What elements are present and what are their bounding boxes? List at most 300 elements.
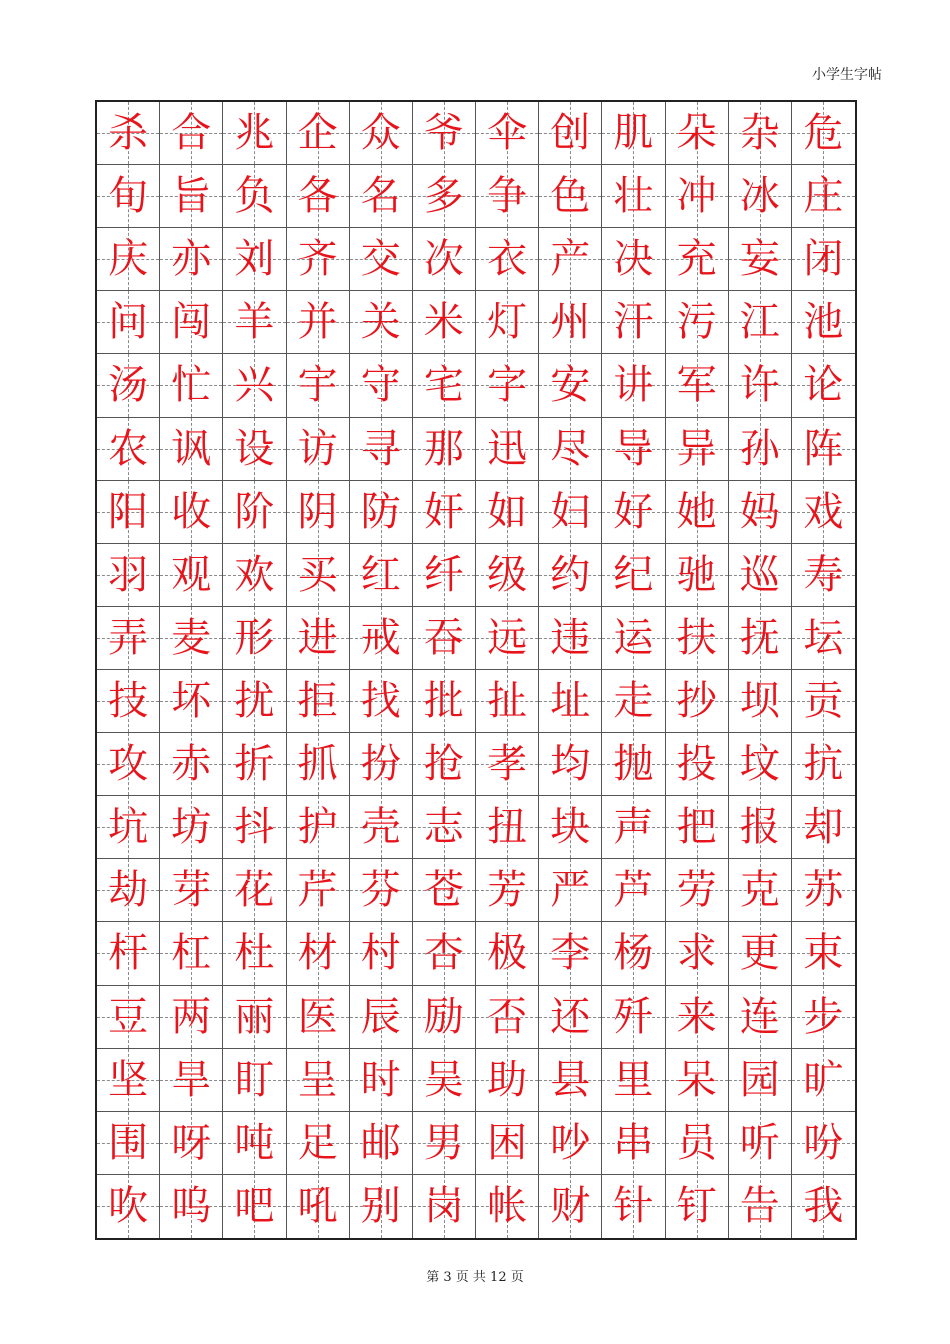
grid-cell: [97, 418, 160, 481]
practice-character: 盯: [234, 1056, 275, 1103]
grid-cell: [792, 354, 855, 417]
grid-cell: [539, 796, 602, 859]
grid-cell: [476, 922, 539, 985]
practice-character: 困: [487, 1119, 528, 1166]
practice-character: 阴: [297, 488, 338, 535]
practice-character: 观: [171, 551, 212, 598]
grid-cell: [413, 1049, 476, 1112]
grid-cell: [729, 1112, 792, 1175]
practice-character: 连: [739, 993, 780, 1040]
practice-character: 兴: [234, 362, 275, 409]
practice-character: 级: [487, 551, 528, 598]
practice-character: 访: [297, 425, 338, 472]
grid-cell: [160, 481, 223, 544]
grid-cell: [792, 607, 855, 670]
practice-character: 走: [613, 678, 654, 725]
grid-cell: [413, 1112, 476, 1175]
practice-character: 导: [613, 425, 654, 472]
grid-cell: [413, 607, 476, 670]
grid-cell: [539, 986, 602, 1049]
practice-character: 爷: [423, 110, 464, 157]
grid-cell: [160, 986, 223, 1049]
grid-cell: [602, 544, 665, 607]
practice-character: 芽: [171, 867, 212, 914]
practice-character: 多: [423, 173, 464, 220]
grid-cell: [666, 481, 729, 544]
practice-character: 齐: [297, 236, 338, 283]
practice-character: 设: [234, 425, 275, 472]
grid-cell: [223, 102, 286, 165]
grid-cell: [413, 481, 476, 544]
practice-character: 宅: [423, 362, 464, 409]
grid-cell: [413, 354, 476, 417]
practice-character: 折: [234, 741, 275, 788]
practice-character: 并: [297, 299, 338, 346]
page-header-title: 小学生字帖: [812, 67, 882, 83]
practice-character: 争: [487, 173, 528, 220]
grid-cell: [97, 291, 160, 354]
grid-cell: [792, 102, 855, 165]
practice-character: 拒: [297, 678, 338, 725]
practice-character: 寿: [803, 551, 844, 598]
practice-character: 冰: [739, 173, 780, 220]
grid-cell: [223, 796, 286, 859]
practice-character: 忙: [171, 362, 212, 409]
grid-cell: [729, 733, 792, 796]
grid-cell: [223, 354, 286, 417]
practice-character: 把: [676, 804, 717, 851]
practice-character: 块: [550, 804, 591, 851]
page-number-footer: 第 3 页 共 12 页: [426, 1270, 524, 1285]
practice-character: 闭: [803, 236, 844, 283]
practice-character: 冲: [676, 173, 717, 220]
practice-character: 声: [613, 804, 654, 851]
practice-character: 豆: [108, 993, 149, 1040]
practice-character: 束: [803, 930, 844, 977]
grid-cell: [729, 796, 792, 859]
grid-cell: [539, 544, 602, 607]
practice-character: 求: [676, 930, 717, 977]
grid-cell: [413, 291, 476, 354]
grid-cell: [666, 859, 729, 922]
grid-cell: [666, 102, 729, 165]
grid-cell: [729, 228, 792, 291]
grid-cell: [97, 1175, 160, 1238]
grid-cell: [287, 922, 350, 985]
grid-cell: [413, 670, 476, 733]
grid-cell: [350, 986, 413, 1049]
grid-cell: [350, 1112, 413, 1175]
practice-character: 杠: [171, 930, 212, 977]
practice-character: 坏: [171, 678, 212, 725]
grid-cell: [666, 986, 729, 1049]
grid-cell: [666, 1175, 729, 1238]
grid-cell: [792, 291, 855, 354]
grid-cell: [160, 291, 223, 354]
grid-cell: [413, 859, 476, 922]
grid-cell: [792, 986, 855, 1049]
practice-character: 刘: [234, 236, 275, 283]
practice-character: 约: [550, 551, 591, 598]
practice-character: 讽: [171, 425, 212, 472]
practice-character: 址: [550, 678, 591, 725]
practice-character: 违: [550, 614, 591, 661]
grid-cell: [160, 1112, 223, 1175]
grid-cell: [97, 859, 160, 922]
grid-cell: [350, 544, 413, 607]
practice-character: 吨: [234, 1119, 275, 1166]
grid-cell: [350, 418, 413, 481]
practice-character: 抛: [613, 741, 654, 788]
grid-cell: [160, 733, 223, 796]
grid-cell: [476, 228, 539, 291]
practice-character: 投: [676, 741, 717, 788]
grid-cell: [287, 228, 350, 291]
grid-cell: [413, 165, 476, 228]
grid-cell: [160, 228, 223, 291]
grid-cell: [729, 165, 792, 228]
practice-character: 抢: [423, 741, 464, 788]
grid-cell: [729, 481, 792, 544]
practice-character: 别: [360, 1183, 401, 1230]
practice-character: 扶: [676, 614, 717, 661]
grid-cell: [666, 670, 729, 733]
grid-cell: [666, 418, 729, 481]
practice-character: 企: [297, 110, 338, 157]
grid-cell: [413, 418, 476, 481]
grid-cell: [413, 922, 476, 985]
practice-character: 讲: [613, 362, 654, 409]
practice-character: 来: [676, 993, 717, 1040]
grid-cell: [160, 859, 223, 922]
practice-character: 针: [613, 1183, 654, 1230]
practice-character: 污: [676, 299, 717, 346]
practice-character: 两: [171, 993, 212, 1040]
practice-character: 呀: [171, 1119, 212, 1166]
grid-cell: [287, 102, 350, 165]
practice-character: 坟: [739, 741, 780, 788]
grid-cell: [666, 1049, 729, 1112]
practice-character: 贡: [803, 678, 844, 725]
practice-character: 论: [803, 362, 844, 409]
practice-character: 扰: [234, 678, 275, 725]
grid-cell: [160, 354, 223, 417]
grid-cell: [539, 228, 602, 291]
grid-cell: [602, 607, 665, 670]
grid-cell: [476, 481, 539, 544]
grid-cell: [350, 670, 413, 733]
grid-cell: [287, 418, 350, 481]
practice-character: 攻: [108, 741, 149, 788]
grid-cell: [97, 544, 160, 607]
grid-cell: [792, 796, 855, 859]
grid-cell: [97, 922, 160, 985]
practice-character: 交: [360, 236, 401, 283]
practice-character: 阳: [108, 488, 149, 535]
grid-cell: [223, 165, 286, 228]
practice-character: 名: [360, 173, 401, 220]
practice-character: 亦: [171, 236, 212, 283]
grid-cell: [223, 922, 286, 985]
grid-cell: [476, 986, 539, 1049]
practice-character: 围: [108, 1119, 149, 1166]
grid-cell: [476, 291, 539, 354]
practice-character: 众: [360, 110, 401, 157]
grid-cell: [539, 481, 602, 544]
practice-character: 字: [487, 362, 528, 409]
grid-cell: [539, 607, 602, 670]
grid-cell: [666, 165, 729, 228]
practice-character: 色: [550, 173, 591, 220]
grid-cell: [539, 291, 602, 354]
grid-cell: [350, 228, 413, 291]
practice-character: 充: [676, 236, 717, 283]
grid-cell: [792, 165, 855, 228]
grid-cell: [97, 165, 160, 228]
practice-character: 闯: [171, 299, 212, 346]
grid-cell: [539, 165, 602, 228]
grid-cell: [160, 670, 223, 733]
practice-character: 羽: [108, 551, 149, 598]
practice-character: 苏: [803, 867, 844, 914]
practice-character: 危: [803, 110, 844, 157]
grid-cell: [792, 418, 855, 481]
grid-cell: [476, 544, 539, 607]
practice-character: 抖: [234, 804, 275, 851]
grid-cell: [223, 859, 286, 922]
practice-character: 村: [360, 930, 401, 977]
practice-character: 严: [550, 867, 591, 914]
practice-character: 奸: [423, 488, 464, 535]
grid-cell: [539, 354, 602, 417]
practice-character: 许: [739, 362, 780, 409]
grid-cell: [223, 481, 286, 544]
grid-cell: [666, 733, 729, 796]
practice-character: 扯: [487, 678, 528, 725]
practice-character: 芳: [487, 867, 528, 914]
practice-character: 坛: [803, 614, 844, 661]
practice-character: 扭: [487, 804, 528, 851]
grid-cell: [287, 733, 350, 796]
grid-cell: [729, 354, 792, 417]
grid-cell: [539, 733, 602, 796]
grid-cell: [539, 418, 602, 481]
practice-character: 孙: [739, 425, 780, 472]
practice-character: 进: [297, 614, 338, 661]
grid-cell: [666, 607, 729, 670]
practice-character: 合: [171, 110, 212, 157]
practice-character: 励: [423, 993, 464, 1040]
grid-cell: [350, 607, 413, 670]
grid-cell: [160, 922, 223, 985]
practice-character: 赤: [171, 741, 212, 788]
grid-cell: [223, 1049, 286, 1112]
practice-character: 员: [676, 1119, 717, 1166]
practice-character: 吞: [423, 614, 464, 661]
grid-cell: [223, 733, 286, 796]
practice-character: 吴: [423, 1056, 464, 1103]
grid-cell: [350, 165, 413, 228]
grid-cell: [729, 1049, 792, 1112]
grid-cell: [350, 291, 413, 354]
practice-character: 找: [360, 678, 401, 725]
practice-character: 岗: [423, 1183, 464, 1230]
practice-character: 劫: [108, 867, 149, 914]
grid-cell: [350, 733, 413, 796]
grid-cell: [792, 1049, 855, 1112]
grid-cell: [666, 796, 729, 859]
grid-cell: [223, 986, 286, 1049]
practice-character: 抚: [739, 614, 780, 661]
practice-character: 志: [423, 804, 464, 851]
grid-cell: [223, 228, 286, 291]
practice-character: 负: [234, 173, 275, 220]
practice-character: 辰: [360, 993, 401, 1040]
grid-cell: [666, 1112, 729, 1175]
practice-character: 次: [423, 236, 464, 283]
practice-character: 旱: [171, 1056, 212, 1103]
practice-character: 远: [487, 614, 528, 661]
practice-character: 歼: [613, 993, 654, 1040]
grid-cell: [160, 102, 223, 165]
practice-character: 扮: [360, 741, 401, 788]
grid-cell: [97, 670, 160, 733]
practice-character: 羊: [234, 299, 275, 346]
grid-cell: [602, 481, 665, 544]
practice-character: 苍: [423, 867, 464, 914]
practice-character: 汤: [108, 362, 149, 409]
practice-character: 运: [613, 614, 654, 661]
practice-character: 技: [108, 678, 149, 725]
grid-cell: [602, 1049, 665, 1112]
grid-cell: [602, 796, 665, 859]
grid-cell: [97, 228, 160, 291]
grid-cell: [539, 102, 602, 165]
practice-character: 吩: [803, 1119, 844, 1166]
grid-cell: [287, 796, 350, 859]
practice-character: 军: [676, 362, 717, 409]
practice-character: 抓: [297, 741, 338, 788]
grid-cell: [413, 733, 476, 796]
grid-cell: [413, 796, 476, 859]
practice-character: 戒: [360, 614, 401, 661]
practice-character: 吵: [550, 1119, 591, 1166]
grid-cell: [666, 922, 729, 985]
grid-cell: [539, 922, 602, 985]
grid-cell: [476, 1049, 539, 1112]
grid-cell: [160, 544, 223, 607]
practice-character: 护: [297, 804, 338, 851]
practice-character: 欢: [234, 551, 275, 598]
grid-cell: [476, 796, 539, 859]
practice-character: 助: [487, 1056, 528, 1103]
grid-cell: [792, 1175, 855, 1238]
practice-character: 防: [360, 488, 401, 535]
practice-character: 妇: [550, 488, 591, 535]
grid-cell: [602, 859, 665, 922]
practice-grid: [95, 100, 857, 1240]
practice-character: 孝: [487, 741, 528, 788]
grid-cell: [602, 354, 665, 417]
practice-character: 纤: [423, 551, 464, 598]
grid-cell: [223, 1175, 286, 1238]
practice-character: 安: [550, 362, 591, 409]
practice-character: 阵: [803, 425, 844, 472]
grid-cell: [287, 1175, 350, 1238]
grid-cell: [350, 859, 413, 922]
grid-cell: [476, 102, 539, 165]
grid-cell: [792, 859, 855, 922]
grid-cell: [539, 1049, 602, 1112]
practice-character: 守: [360, 362, 401, 409]
grid-cell: [729, 102, 792, 165]
grid-cell: [729, 418, 792, 481]
grid-cell: [223, 670, 286, 733]
grid-cell: [97, 1112, 160, 1175]
grid-cell: [539, 670, 602, 733]
grid-cell: [729, 1175, 792, 1238]
practice-character: 宇: [297, 362, 338, 409]
grid-cell: [476, 354, 539, 417]
practice-character: 农: [108, 425, 149, 472]
grid-cell: [792, 228, 855, 291]
grid-cell: [287, 1049, 350, 1112]
grid-cell: [602, 670, 665, 733]
practice-character: 各: [297, 173, 338, 220]
grid-cell: [350, 481, 413, 544]
grid-cell: [97, 796, 160, 859]
grid-cell: [476, 418, 539, 481]
practice-character: 壳: [360, 804, 401, 851]
practice-character: 伞: [487, 110, 528, 157]
practice-character: 问: [108, 299, 149, 346]
practice-character: 杜: [234, 930, 275, 977]
grid-cell: [223, 607, 286, 670]
practice-character: 抗: [803, 741, 844, 788]
practice-character: 更: [739, 930, 780, 977]
practice-character: 坝: [739, 678, 780, 725]
grid-cell: [602, 418, 665, 481]
grid-cell: [160, 607, 223, 670]
grid-cell: [602, 986, 665, 1049]
grid-cell: [602, 922, 665, 985]
grid-cell: [97, 102, 160, 165]
practice-character: 呆: [676, 1056, 717, 1103]
grid-cell: [350, 796, 413, 859]
practice-character: 坊: [171, 804, 212, 851]
grid-cell: [729, 291, 792, 354]
grid-cell: [413, 102, 476, 165]
grid-cell: [350, 354, 413, 417]
practice-character: 杀: [108, 110, 149, 157]
practice-character: 产: [550, 236, 591, 283]
practice-character: 坑: [108, 804, 149, 851]
grid-cell: [413, 544, 476, 607]
grid-cell: [413, 228, 476, 291]
practice-character: 形: [234, 614, 275, 661]
practice-character: 州: [550, 299, 591, 346]
practice-character: 决: [613, 236, 654, 283]
practice-character: 阶: [234, 488, 275, 535]
grid-cell: [476, 1175, 539, 1238]
grid-cell: [97, 354, 160, 417]
practice-character: 均: [550, 741, 591, 788]
grid-cell: [602, 1112, 665, 1175]
practice-character: 汗: [613, 299, 654, 346]
grid-cell: [539, 859, 602, 922]
practice-character: 劳: [676, 867, 717, 914]
practice-character: 否: [487, 993, 528, 1040]
